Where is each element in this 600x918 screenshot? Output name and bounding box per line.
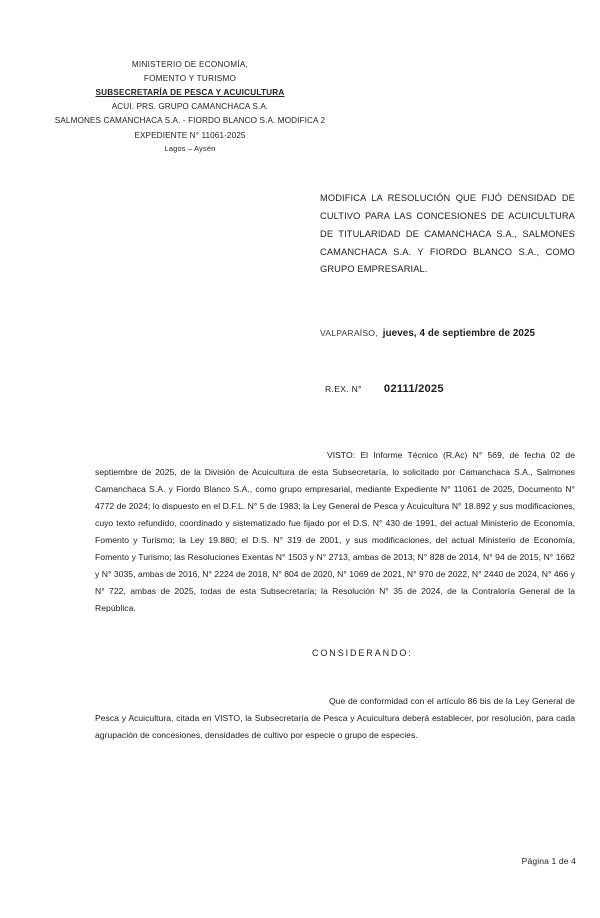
ministry-line-2: FOMENTO Y TURISMO bbox=[143, 74, 237, 84]
date-value: jueves, 4 de septiembre de 2025 bbox=[382, 328, 536, 339]
subsecretaria-line: SUBSECRETARÍA DE PESCA Y ACUICULTURA bbox=[95, 88, 285, 98]
page-indicator: Página 1 de 4 bbox=[521, 856, 576, 866]
place-date-line bbox=[320, 328, 578, 339]
resolution-number-row bbox=[325, 383, 575, 395]
org-line-2: SALMONES CAMANCHACA S.A. - FIORDO BLANCO S.A. MODIFICA 2 bbox=[54, 116, 326, 126]
considerando-heading: CONSIDERANDO: bbox=[312, 648, 413, 658]
rex-label: R.EX. N° bbox=[325, 384, 362, 394]
expediente-line: EXPEDIENTE N° 11061-2025 bbox=[134, 130, 246, 140]
considerando-lead: Que de conformidad con el artículo 86 bis de la bbox=[329, 696, 513, 706]
region-line: Lagos – Aysén bbox=[164, 143, 216, 153]
resolution-title: MODIFICA LA RESOLUCIÓN QUE FIJÓ DENSIDAD DE CULTIVO PARA LAS CONCESIONES DE ACUICULTURA DE TITULARIDAD DE CAMANCHACA S.A., SALMONES CAMANCHACA S.A. Y FIORDO BLANCO S.A., COMO GRUPO EMPRESARIAL. bbox=[320, 193, 575, 275]
ministry-line-1: MINISTERIO DE ECONOMÍA, bbox=[131, 60, 249, 69]
considerando-section bbox=[95, 693, 575, 744]
org-line-1: ACUI. PRS. GRUPO CAMANCHACA S.A. bbox=[111, 102, 269, 112]
visto-section bbox=[95, 447, 575, 617]
considerando-text: Ley General de Pesca y Acuicultura, citada en VISTO, la Subsecretaría de Pesca y Acuicultura deberá establecer, por resolución, para cada agrupación de concesiones, densidades de cultivo por especie o grupo de especies. bbox=[95, 696, 575, 741]
visto-text: 02 de septiembre de 2025, de la División de Acuicultura de esta Subsecretaría, lo solicitado por Camanchaca S.A., Salmones Camanchaca S.A. y Fiordo Blanco S.A., como grupo empresarial, mediante Expediente N° 11061 de 2025, Documento N° 4772 de 2024; lo dispuesto en el D.F.L. N° 5 de 1983; la Ley General de Pesca y Acuicultura N° 18.892 y sus modificaciones, cuyo texto refundido, coordinado y sistematizado fue fijado por el D.S. N° 430 de 1991, del actual Ministerio de Economía, Fomento y Turismo; la Ley 19.880; el D.S. N° 319 de 2001, y sus modificaciones, del actual Ministerio de Economía, Fomento y Turismo; las Resoluciones Exentas N° 1503 y N° 2713, ambas de 2013; N° 828 de 2014, N° 94 de 2015, N° 1662 y N° 3035, ambas de 2016, N° 2224 de 2018, N° 804 de 2020, N° 1069 de 2021, N° 970 de 2022, N° 2440 de 2024, N° 466 y N° 722, ambas de 2025, todas de esta Subsecretaría; la Resolución N° 35 de 2024, de la Contraloría General de la República. bbox=[95, 450, 576, 614]
considerando-paragraph bbox=[95, 693, 575, 744]
place-label: VALPARAÍSO, bbox=[320, 328, 378, 338]
visto-paragraph bbox=[95, 447, 575, 617]
letterhead bbox=[40, 58, 340, 155]
rex-number: 02111/2025 bbox=[383, 383, 444, 395]
visto-lead: VISTO: El Informe Técnico (R.Ac) N° 569, de fecha bbox=[327, 450, 546, 460]
